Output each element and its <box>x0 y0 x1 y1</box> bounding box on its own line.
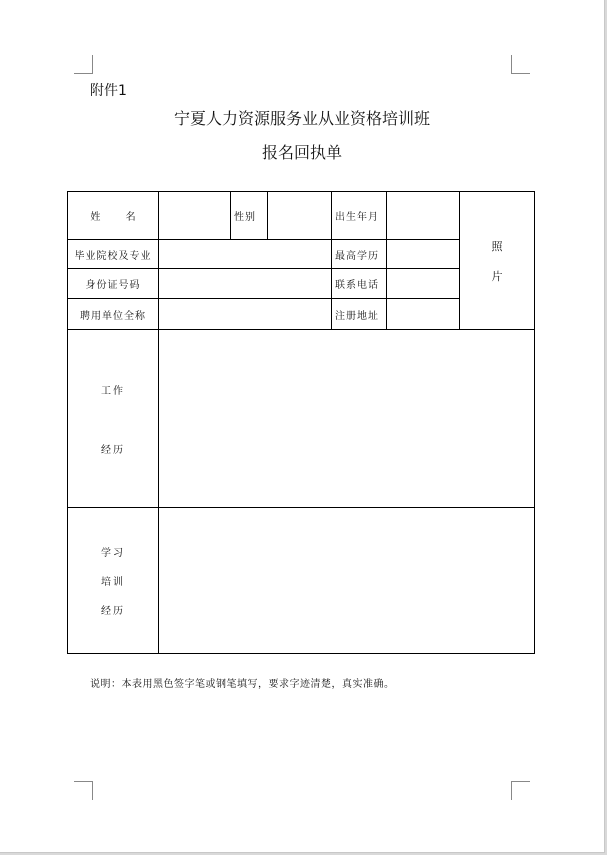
margin-corner-top-left <box>74 55 93 74</box>
form-subtitle: 报名回执单 <box>261 143 342 162</box>
form-title: 宁夏人力资源服务业从业资格培训班 <box>173 109 430 128</box>
study-training-label-cell <box>67 507 159 654</box>
birth-input-cell[interactable] <box>386 191 460 240</box>
margin-corner-bottom-left <box>74 781 93 800</box>
phone-label: 联系电话 <box>335 280 379 291</box>
photo-cell[interactable] <box>459 191 535 330</box>
study-label-line-1: 学习 <box>101 548 125 559</box>
registration-form-table <box>67 191 535 654</box>
name-label: 姓 名 <box>90 212 147 223</box>
birth-label-cell <box>331 191 387 240</box>
education-label: 最高学历 <box>335 250 379 262</box>
margin-corner-top-right <box>511 55 530 74</box>
phone-label-cell <box>331 268 387 299</box>
phone-input-cell[interactable] <box>386 268 460 299</box>
id-label: 身份证号码 <box>85 280 141 291</box>
id-input-cell[interactable] <box>158 268 332 299</box>
work-experience-label-cell <box>67 329 159 508</box>
work-label-line-1: 工作 <box>101 385 125 397</box>
school-input-cell[interactable] <box>158 239 332 269</box>
employer-label: 聘用单位全称 <box>80 310 146 322</box>
study-label-line-2: 培训 <box>101 577 125 588</box>
employer-input-cell[interactable] <box>158 298 332 330</box>
work-experience-input[interactable] <box>158 329 535 508</box>
school-label: 毕业院校及专业 <box>74 250 152 262</box>
education-input-cell[interactable] <box>386 239 460 269</box>
work-label-line-2: 经历 <box>101 444 125 456</box>
address-label-cell <box>331 298 387 330</box>
margin-corner-bottom-right <box>511 781 530 800</box>
instruction-note: 说明：本表用黑色签字笔或钢笔填写，要求字迹清楚，真实准确。 <box>90 679 395 690</box>
education-label-cell <box>331 239 387 269</box>
name-label-cell <box>67 191 159 240</box>
address-input-cell[interactable] <box>386 298 460 330</box>
gender-input-cell[interactable] <box>267 191 332 240</box>
attachment-label: 附件1 <box>90 83 127 99</box>
birth-label: 出生年月 <box>335 212 379 223</box>
photo-label-char-1: 照 <box>491 239 503 253</box>
photo-label-char-2: 片 <box>491 269 503 283</box>
address-label: 注册地址 <box>335 310 379 322</box>
id-label-cell <box>67 268 159 299</box>
study-training-input[interactable] <box>158 507 535 654</box>
gender-label-cell <box>230 191 268 240</box>
name-input-cell[interactable] <box>158 191 231 240</box>
study-label-line-3: 经历 <box>101 606 125 617</box>
gender-label: 性别 <box>234 212 256 223</box>
employer-label-cell <box>67 298 159 330</box>
school-label-cell <box>67 239 159 269</box>
